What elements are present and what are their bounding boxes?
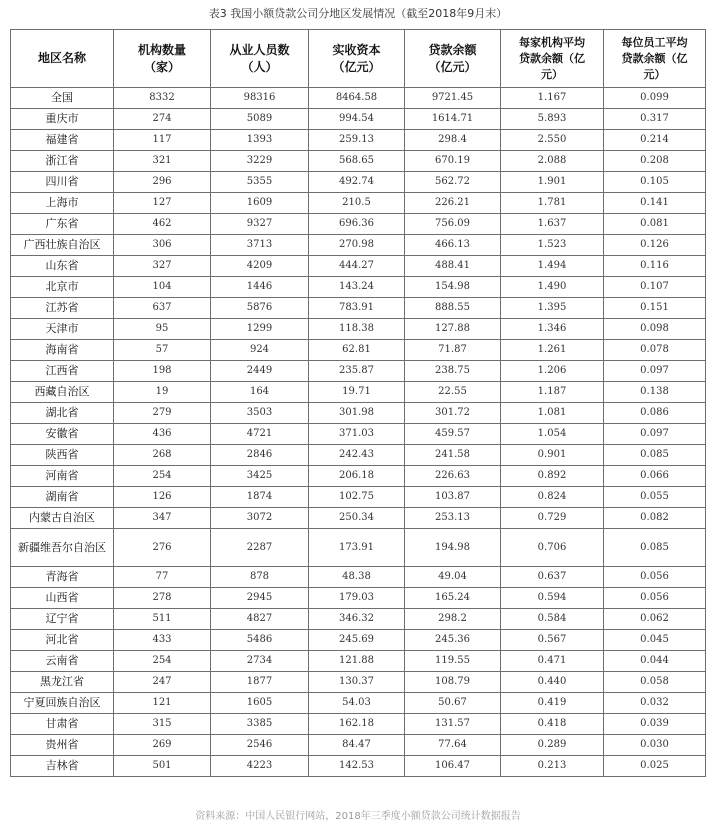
value-cell: 568.65	[309, 151, 405, 172]
value-cell: 1874	[211, 487, 309, 508]
value-cell: 242.43	[309, 445, 405, 466]
header-unit: （亿元）	[428, 59, 477, 74]
value-cell: 2.088	[501, 151, 604, 172]
value-cell: 268	[114, 445, 211, 466]
value-cell: 0.086	[604, 403, 706, 424]
region-cell: 湖南省	[11, 487, 114, 508]
value-cell: 0.055	[604, 487, 706, 508]
value-cell: 238.75	[405, 361, 501, 382]
table-row	[11, 151, 706, 172]
value-cell: 2546	[211, 735, 309, 756]
region-cell: 云南省	[11, 651, 114, 672]
value-cell: 194.98	[405, 529, 501, 567]
header-unit: （亿元）	[332, 59, 381, 74]
table-row	[11, 445, 706, 466]
value-cell: 77	[114, 567, 211, 588]
value-cell: 1614.71	[405, 109, 501, 130]
table-row	[11, 529, 706, 567]
value-cell: 254	[114, 651, 211, 672]
value-cell: 127.88	[405, 319, 501, 340]
value-cell: 5.893	[501, 109, 604, 130]
table-row	[11, 88, 706, 109]
value-cell: 321	[114, 151, 211, 172]
header-row	[11, 30, 706, 88]
value-cell: 0.594	[501, 588, 604, 609]
value-cell: 1299	[211, 319, 309, 340]
header-line: 元）	[643, 67, 666, 81]
value-cell: 247	[114, 672, 211, 693]
region-cell: 上海市	[11, 193, 114, 214]
value-cell: 1.187	[501, 382, 604, 403]
region-cell: 贵州省	[11, 735, 114, 756]
value-cell: 296	[114, 172, 211, 193]
value-cell: 444.27	[309, 256, 405, 277]
value-cell: 1.395	[501, 298, 604, 319]
value-cell: 436	[114, 424, 211, 445]
value-cell: 301.72	[405, 403, 501, 424]
value-cell: 4209	[211, 256, 309, 277]
value-cell: 48.38	[309, 567, 405, 588]
region-cell: 陕西省	[11, 445, 114, 466]
table-row	[11, 735, 706, 756]
value-cell: 3425	[211, 466, 309, 487]
region-cell: 西藏自治区	[11, 382, 114, 403]
value-cell: 0.901	[501, 445, 604, 466]
value-cell: 0.208	[604, 151, 706, 172]
value-cell: 95	[114, 319, 211, 340]
value-cell: 126	[114, 487, 211, 508]
table-row	[11, 361, 706, 382]
region-cell: 宁夏回族自治区	[11, 693, 114, 714]
value-cell: 0.081	[604, 214, 706, 235]
value-cell: 2287	[211, 529, 309, 567]
value-cell: 119.55	[405, 651, 501, 672]
value-cell: 0.107	[604, 277, 706, 298]
value-cell: 210.5	[309, 193, 405, 214]
value-cell: 5355	[211, 172, 309, 193]
value-cell: 9327	[211, 214, 309, 235]
value-cell: 84.47	[309, 735, 405, 756]
value-cell: 206.18	[309, 466, 405, 487]
value-cell: 466.13	[405, 235, 501, 256]
value-cell: 2.550	[501, 130, 604, 151]
value-cell: 142.53	[309, 756, 405, 777]
value-cell: 0.056	[604, 588, 706, 609]
value-cell: 0.082	[604, 508, 706, 529]
value-cell: 162.18	[309, 714, 405, 735]
value-cell: 511	[114, 609, 211, 630]
header-unit: （人）	[241, 59, 278, 74]
value-cell: 4827	[211, 609, 309, 630]
table-row	[11, 298, 706, 319]
header-region	[11, 30, 114, 88]
header-avg-per-institution	[501, 30, 604, 88]
value-cell: 0.213	[501, 756, 604, 777]
value-cell: 165.24	[405, 588, 501, 609]
value-cell: 0.058	[604, 672, 706, 693]
value-cell: 298.4	[405, 130, 501, 151]
value-cell: 130.37	[309, 672, 405, 693]
value-cell: 347	[114, 508, 211, 529]
value-cell: 0.419	[501, 693, 604, 714]
value-cell: 0.085	[604, 529, 706, 567]
value-cell: 315	[114, 714, 211, 735]
region-cell: 甘肃省	[11, 714, 114, 735]
value-cell: 298.2	[405, 609, 501, 630]
value-cell: 274	[114, 109, 211, 130]
value-cell: 0.116	[604, 256, 706, 277]
value-cell: 0.097	[604, 361, 706, 382]
region-cell: 广西壮族自治区	[11, 235, 114, 256]
table-row	[11, 466, 706, 487]
value-cell: 4223	[211, 756, 309, 777]
value-cell: 50.67	[405, 693, 501, 714]
value-cell: 57	[114, 340, 211, 361]
value-cell: 49.04	[405, 567, 501, 588]
region-cell: 广东省	[11, 214, 114, 235]
value-cell: 121.88	[309, 651, 405, 672]
value-cell: 1.206	[501, 361, 604, 382]
value-cell: 501	[114, 756, 211, 777]
value-cell: 488.41	[405, 256, 501, 277]
value-cell: 0.056	[604, 567, 706, 588]
value-cell: 254	[114, 466, 211, 487]
value-cell: 5876	[211, 298, 309, 319]
value-cell: 2449	[211, 361, 309, 382]
region-cell: 湖北省	[11, 403, 114, 424]
value-cell: 154.98	[405, 277, 501, 298]
value-cell: 143.24	[309, 277, 405, 298]
header-line: 每家机构平均	[519, 35, 585, 49]
table-row	[11, 319, 706, 340]
value-cell: 637	[114, 298, 211, 319]
value-cell: 1.346	[501, 319, 604, 340]
value-cell: 127	[114, 193, 211, 214]
value-cell: 433	[114, 630, 211, 651]
table-row	[11, 214, 706, 235]
value-cell: 259.13	[309, 130, 405, 151]
value-cell: 0.138	[604, 382, 706, 403]
value-cell: 562.72	[405, 172, 501, 193]
value-cell: 2734	[211, 651, 309, 672]
header-line: 实收资本	[332, 42, 381, 57]
value-cell: 0.044	[604, 651, 706, 672]
value-cell: 71.87	[405, 340, 501, 361]
value-cell: 54.03	[309, 693, 405, 714]
value-cell: 994.54	[309, 109, 405, 130]
region-cell: 河南省	[11, 466, 114, 487]
value-cell: 0.729	[501, 508, 604, 529]
header-line: 每位员工平均	[621, 35, 688, 49]
region-cell: 四川省	[11, 172, 114, 193]
region-cell: 辽宁省	[11, 609, 114, 630]
value-cell: 371.03	[309, 424, 405, 445]
value-cell: 8464.58	[309, 88, 405, 109]
region-cell: 江苏省	[11, 298, 114, 319]
table-row	[11, 277, 706, 298]
value-cell: 19.71	[309, 382, 405, 403]
value-cell: 0.141	[604, 193, 706, 214]
value-cell: 0.025	[604, 756, 706, 777]
value-cell: 226.63	[405, 466, 501, 487]
table-row	[11, 172, 706, 193]
value-cell: 131.57	[405, 714, 501, 735]
value-cell: 270.98	[309, 235, 405, 256]
header-loan-balance	[405, 30, 501, 88]
value-cell: 1.494	[501, 256, 604, 277]
region-cell: 吉林省	[11, 756, 114, 777]
value-cell: 1393	[211, 130, 309, 151]
value-cell: 0.098	[604, 319, 706, 340]
header-unit: （家）	[143, 59, 180, 74]
value-cell: 3503	[211, 403, 309, 424]
value-cell: 1877	[211, 672, 309, 693]
value-cell: 3229	[211, 151, 309, 172]
region-cell: 山东省	[11, 256, 114, 277]
value-cell: 878	[211, 567, 309, 588]
value-cell: 8332	[114, 88, 211, 109]
value-cell: 1.901	[501, 172, 604, 193]
value-cell: 1446	[211, 277, 309, 298]
value-cell: 0.099	[604, 88, 706, 109]
value-cell: 346.32	[309, 609, 405, 630]
value-cell: 103.87	[405, 487, 501, 508]
value-cell: 462	[114, 214, 211, 235]
table-row	[11, 651, 706, 672]
value-cell: 888.55	[405, 298, 501, 319]
value-cell: 0.097	[604, 424, 706, 445]
table-row	[11, 487, 706, 508]
value-cell: 106.47	[405, 756, 501, 777]
value-cell: 269	[114, 735, 211, 756]
value-cell: 1.081	[501, 403, 604, 424]
region-cell: 江西省	[11, 361, 114, 382]
value-cell: 0.066	[604, 466, 706, 487]
value-cell: 62.81	[309, 340, 405, 361]
region-cell: 安徽省	[11, 424, 114, 445]
value-cell: 1.637	[501, 214, 604, 235]
table-row	[11, 609, 706, 630]
header-line: 从业人员数	[229, 42, 290, 57]
value-cell: 0.126	[604, 235, 706, 256]
value-cell: 2846	[211, 445, 309, 466]
value-cell: 783.91	[309, 298, 405, 319]
value-cell: 0.214	[604, 130, 706, 151]
value-cell: 5089	[211, 109, 309, 130]
data-table	[10, 29, 706, 777]
table-row	[11, 630, 706, 651]
value-cell: 0.045	[604, 630, 706, 651]
table-body	[11, 88, 706, 777]
value-cell: 108.79	[405, 672, 501, 693]
value-cell: 301.98	[309, 403, 405, 424]
table-row	[11, 235, 706, 256]
table-row	[11, 714, 706, 735]
table-row	[11, 672, 706, 693]
region-cell: 重庆市	[11, 109, 114, 130]
value-cell: 0.892	[501, 466, 604, 487]
value-cell: 0.085	[604, 445, 706, 466]
value-cell: 0.418	[501, 714, 604, 735]
table-header	[11, 30, 706, 88]
value-cell: 0.584	[501, 609, 604, 630]
value-cell: 235.87	[309, 361, 405, 382]
value-cell: 2945	[211, 588, 309, 609]
table-row	[11, 193, 706, 214]
value-cell: 670.19	[405, 151, 501, 172]
value-cell: 306	[114, 235, 211, 256]
region-cell: 福建省	[11, 130, 114, 151]
value-cell: 0.105	[604, 172, 706, 193]
value-cell: 253.13	[405, 508, 501, 529]
value-cell: 3072	[211, 508, 309, 529]
value-cell: 0.078	[604, 340, 706, 361]
value-cell: 3713	[211, 235, 309, 256]
value-cell: 3385	[211, 714, 309, 735]
table-row	[11, 256, 706, 277]
value-cell: 0.062	[604, 609, 706, 630]
value-cell: 0.151	[604, 298, 706, 319]
value-cell: 0.471	[501, 651, 604, 672]
table-row	[11, 508, 706, 529]
value-cell: 22.55	[405, 382, 501, 403]
value-cell: 1.054	[501, 424, 604, 445]
region-cell: 海南省	[11, 340, 114, 361]
value-cell: 0.032	[604, 693, 706, 714]
header-employees	[211, 30, 309, 88]
value-cell: 276	[114, 529, 211, 567]
region-cell: 全国	[11, 88, 114, 109]
value-cell: 0.440	[501, 672, 604, 693]
header-institutions	[114, 30, 211, 88]
table-row	[11, 567, 706, 588]
value-cell: 0.030	[604, 735, 706, 756]
table-row	[11, 382, 706, 403]
value-cell: 278	[114, 588, 211, 609]
value-cell: 756.09	[405, 214, 501, 235]
region-cell: 浙江省	[11, 151, 114, 172]
value-cell: 250.34	[309, 508, 405, 529]
region-cell: 青海省	[11, 567, 114, 588]
table-row	[11, 424, 706, 445]
value-cell: 924	[211, 340, 309, 361]
value-cell: 1.167	[501, 88, 604, 109]
value-cell: 77.64	[405, 735, 501, 756]
value-cell: 9721.45	[405, 88, 501, 109]
region-cell: 河北省	[11, 630, 114, 651]
region-cell: 新疆维吾尔自治区	[11, 529, 114, 567]
page-title: 表3 我国小额贷款公司分地区发展情况（截至2018年9月末）	[208, 7, 508, 20]
value-cell: 104	[114, 277, 211, 298]
value-cell: 1.781	[501, 193, 604, 214]
value-cell: 179.03	[309, 588, 405, 609]
value-cell: 459.57	[405, 424, 501, 445]
value-cell: 0.637	[501, 567, 604, 588]
value-cell: 1609	[211, 193, 309, 214]
table-row	[11, 588, 706, 609]
value-cell: 0.824	[501, 487, 604, 508]
value-cell: 98316	[211, 88, 309, 109]
header-line: 地区名称	[37, 51, 86, 65]
value-cell: 5486	[211, 630, 309, 651]
table-row	[11, 756, 706, 777]
header-avg-per-employee	[604, 30, 706, 88]
value-cell: 245.36	[405, 630, 501, 651]
value-cell: 241.58	[405, 445, 501, 466]
value-cell: 0.039	[604, 714, 706, 735]
value-cell: 245.69	[309, 630, 405, 651]
value-cell: 198	[114, 361, 211, 382]
value-cell: 1.523	[501, 235, 604, 256]
table-row	[11, 693, 706, 714]
value-cell: 696.36	[309, 214, 405, 235]
value-cell: 492.74	[309, 172, 405, 193]
region-cell: 北京市	[11, 277, 114, 298]
header-line: 机构数量	[137, 42, 186, 57]
value-cell: 19	[114, 382, 211, 403]
header-line: 贷款余额（亿	[519, 51, 585, 65]
value-cell: 0.567	[501, 630, 604, 651]
table-row	[11, 130, 706, 151]
region-cell: 天津市	[11, 319, 114, 340]
value-cell: 1605	[211, 693, 309, 714]
value-cell: 102.75	[309, 487, 405, 508]
header-line: 贷款余额	[428, 42, 477, 57]
source-note: 资料来源：中国人民银行网站，2018年三季度小额贷款公司统计数据报告	[195, 811, 521, 822]
region-cell: 黑龙江省	[11, 672, 114, 693]
value-cell: 0.289	[501, 735, 604, 756]
value-cell: 164	[211, 382, 309, 403]
value-cell: 279	[114, 403, 211, 424]
value-cell: 117	[114, 130, 211, 151]
value-cell: 121	[114, 693, 211, 714]
value-cell: 327	[114, 256, 211, 277]
table-row	[11, 340, 706, 361]
value-cell: 1.261	[501, 340, 604, 361]
header-line: 元）	[541, 67, 563, 81]
value-cell: 4721	[211, 424, 309, 445]
value-cell: 1.490	[501, 277, 604, 298]
region-cell: 山西省	[11, 588, 114, 609]
header-line: 贷款余额（亿	[621, 51, 688, 65]
region-cell: 内蒙古自治区	[11, 508, 114, 529]
value-cell: 0.317	[604, 109, 706, 130]
value-cell: 173.91	[309, 529, 405, 567]
header-paid-in-capital	[309, 30, 405, 88]
value-cell: 226.21	[405, 193, 501, 214]
table-row	[11, 109, 706, 130]
value-cell: 0.706	[501, 529, 604, 567]
value-cell: 118.38	[309, 319, 405, 340]
table-row	[11, 403, 706, 424]
